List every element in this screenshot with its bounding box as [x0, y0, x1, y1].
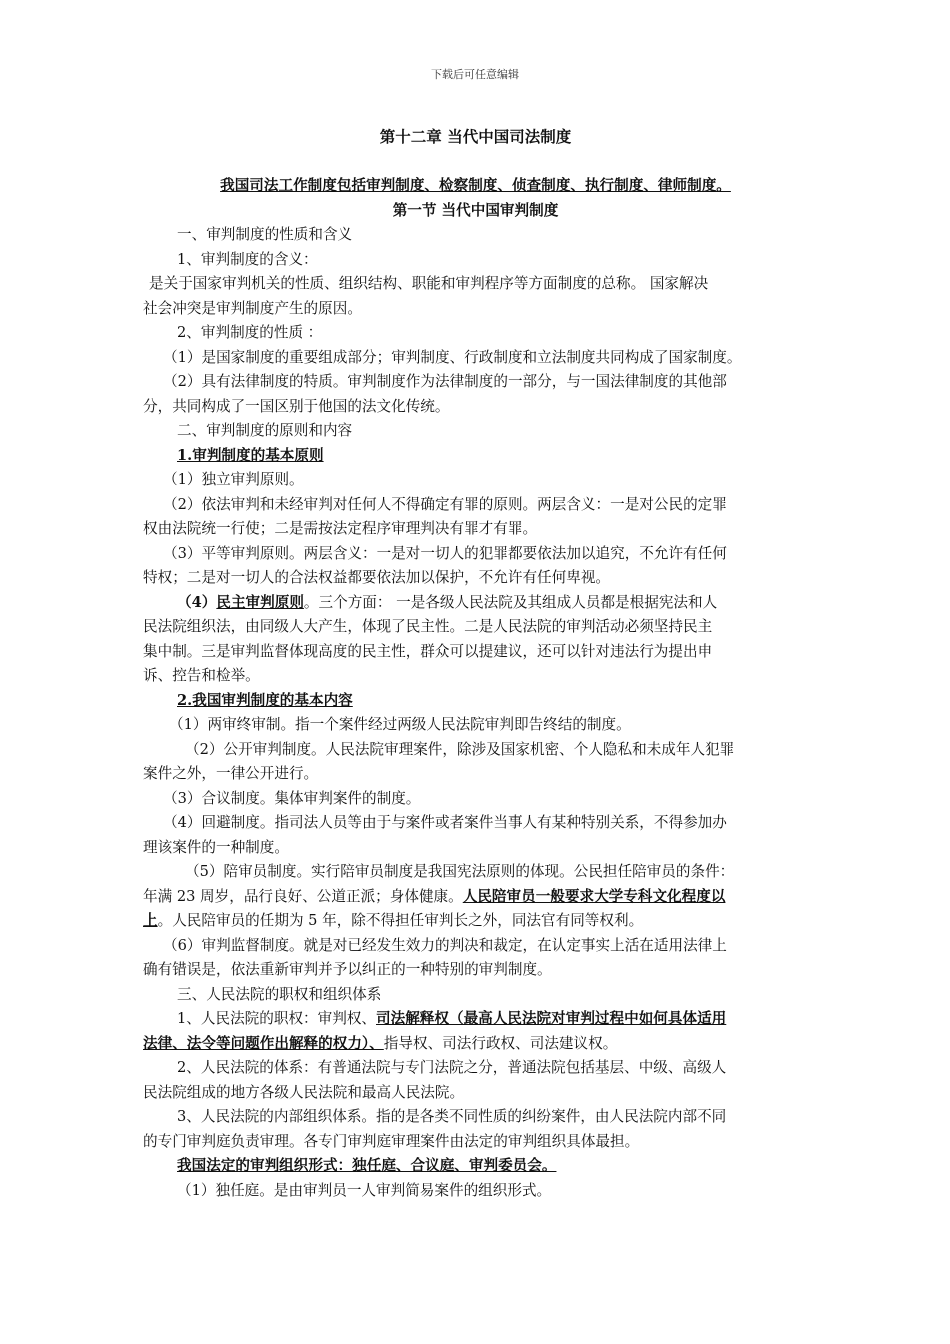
paragraph-line: 案件之外，一律公开进行。 [143, 765, 319, 782]
text-run: 1、人民法院的职权：审判权、 [177, 1010, 377, 1027]
paragraph-line: 理该案件的一种制度。 [143, 838, 289, 856]
document-body [143, 122, 808, 1203]
paragraph-line: 三、人民法院的职权和组织体系 [177, 985, 382, 1003]
paragraph-line: （2）公开审判制度。人民法院审理案件，除涉及国家机密、个人隐私和未成年人犯罪 [185, 740, 735, 758]
paragraph-line: （1）独任庭。是由审判员一人审判简易案件的组织形式。 [177, 1181, 552, 1199]
paragraph-line: 2、人民法院的体系：有普通法院与专门法院之分，普通法院包括基层、中级、高级人 [177, 1059, 727, 1076]
text-run: 指导权、司法行政权、司法建议权。 [383, 1034, 618, 1052]
intro-line: 我国司法工作制度包括审判制度、检察制度、侦查制度、执行制度、律师制度。 [220, 177, 731, 194]
item-number: （4） [177, 593, 217, 611]
paragraph-line: 2、审判制度的性质 ： [177, 324, 323, 341]
paragraph-line: （3）平等审判原则。两层含义：一是对一切人的犯罪都要依法加以追究，不允许有任何 [163, 544, 727, 562]
paragraph-line: （4）回避制度。指司法人员等由于与案件或者案件当事人有某种特别关系，不得参加办 [163, 814, 727, 831]
paragraph-line: （5）陪审员制度。实行陪审员制度是我国宪法原则的体现。公民担任陪审员的条件： [185, 863, 735, 880]
paragraph-line: （1）两审终审制。指一个案件经过两级人民法院审判即告终结的制度。 [169, 716, 631, 733]
paragraph-line: 集中制。三是审判监督体现高度的民主性，群众可以提建议，还可以针对违法行为提出申 [143, 642, 713, 660]
paragraph-line [143, 909, 808, 934]
paragraph-line: 1、审判制度的含义： [177, 250, 318, 268]
paragraph-line: 分，共同构成了一国区别于他国的法文化传统。 [143, 397, 450, 415]
paragraph-line: 是关于国家审判机关的性质、组织结构、职能和审判程序等方面制度的总称。 国家解决 [149, 275, 709, 292]
paragraph-line: 诉、控告和检举。 [143, 667, 260, 684]
paragraph-line [143, 1007, 808, 1032]
paragraph-line: 的专门审判庭负责审理。各专门审判庭审理案件由法定的审判组织具体最担。 [143, 1132, 640, 1150]
paragraph-line: 权由法院统一行使；二是需按法定程序审理判决有罪才有罪。 [143, 520, 538, 537]
emphasis-text: 上 [143, 912, 158, 929]
page-header: 下载后可任意编辑 [431, 68, 519, 81]
text-run: 。人民陪审员的任期为 5 年，除不得担任审判长之外，同法官有同等权利。 [157, 912, 644, 929]
paragraph-line [143, 1032, 808, 1057]
paragraph-line: （3）合议制度。集体审判案件的制度。 [163, 789, 421, 807]
paragraph-line: （6）审判监督制度。就是对已经发生效力的判决和裁定，在认定事实上活在适用法律上 [163, 936, 727, 954]
paragraph-line: 民法院组织法，由同级人大产生，体现了民主性。二是人民法院的审判活动必须坚持民主 [143, 618, 713, 635]
section-heading: 第一节 当代中国审判制度 [392, 201, 559, 219]
paragraph-line: 二、审判制度的原则和内容 [177, 422, 353, 439]
paragraph-line [143, 591, 808, 616]
paragraph-line: 一、审判制度的性质和含义 [177, 226, 353, 243]
paragraph-line: 确有错误是，依法重新审判并予以纠正的一种特别的审判制度。 [143, 961, 552, 978]
subheading: 我国法定的审判组织形式：独任庭、合议庭、审判委员会。 [177, 1157, 557, 1174]
paragraph-line: 3、人民法院的内部组织体系。指的是各类不同性质的纠纷案件，由人民法院内部不同 [177, 1108, 727, 1125]
paragraph-line: 社会冲突是审判制度产生的原因。 [143, 299, 362, 317]
paragraph-line: （1）是国家制度的重要组成部分；审判制度、行政制度和立法制度共同构成了国家制度。 [163, 348, 742, 366]
chapter-title: 第十二章 当代中国司法制度 [379, 127, 572, 146]
text-run: 年满 23 周岁，品行良好、公道正派；身体健康。 [143, 887, 463, 905]
paragraph-line: （2）具有法律制度的特质。审判制度作为法律制度的一部分，与一国法律制度的其他部 [163, 373, 727, 390]
subheading: 2.我国审判制度的基本内容 [177, 691, 353, 709]
subheading: 1.审判制度的基本原则 [177, 446, 324, 464]
emphasis-text: 人民陪审员一般要求大学专科文化程度以 [462, 887, 726, 905]
paragraph-line: （2）依法审判和未经审判对任何人不得确定有罪的原则。两层含义：一是对公民的定罪 [163, 495, 727, 513]
emphasis-text: 法律、法令等问题作出解释的权力）、 [143, 1034, 384, 1052]
text-run: 。三个方面： 一是各级人民法院及其组成人员都是根据宪法和人 [303, 593, 718, 611]
paragraph-line: 特权；二是对一切人的合法权益都要依法加以保护，不允许有任何卑视。 [143, 569, 611, 586]
paragraph-line: （1）独立审判原则。 [163, 471, 304, 488]
paragraph-line [143, 885, 808, 910]
emphasis-text: 民主审判原则 [216, 593, 304, 611]
emphasis-text: 司法解释权（最高人民法院对审判过程中如何具体适用 [376, 1010, 727, 1027]
paragraph-line: 民法院组成的地方各级人民法院和最高人民法院。 [143, 1083, 465, 1101]
